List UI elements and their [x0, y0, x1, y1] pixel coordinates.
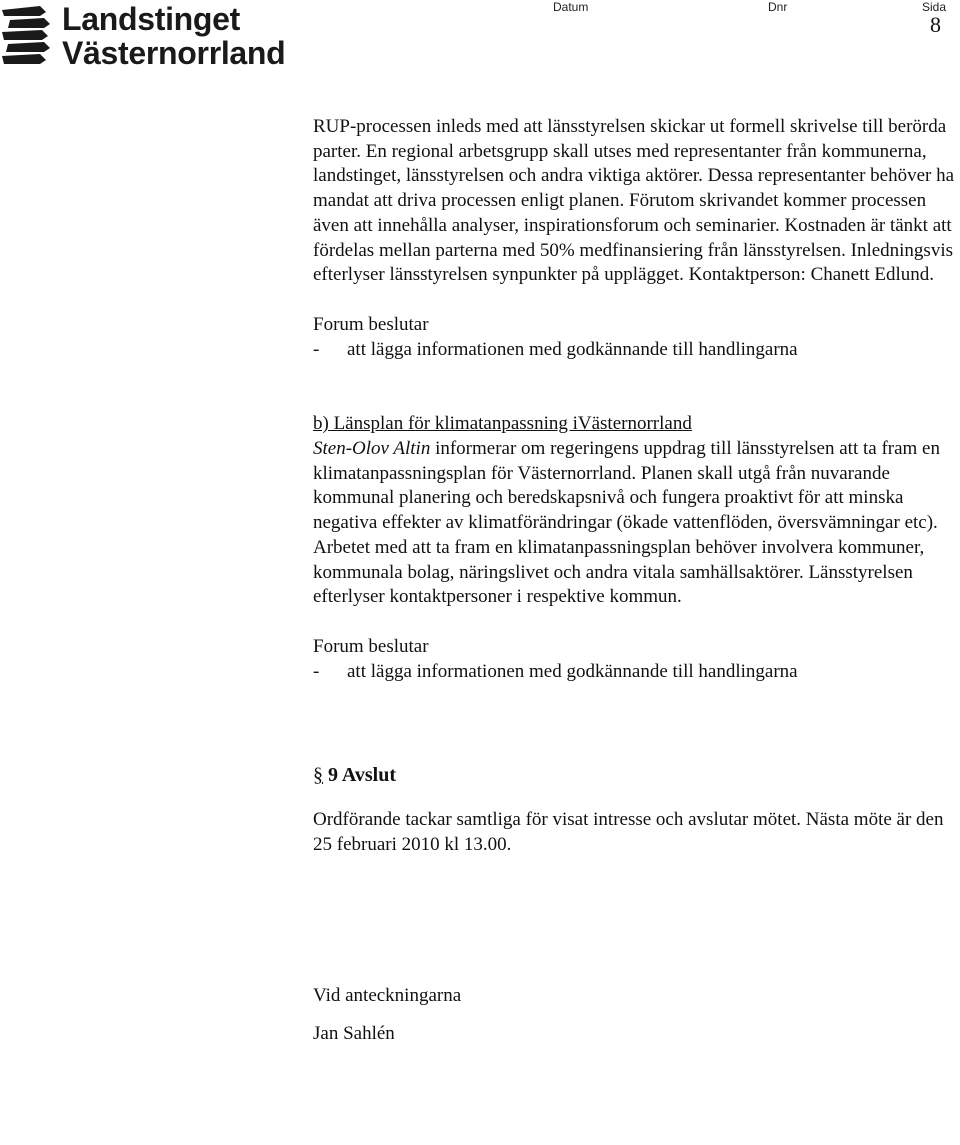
section-9-title: 9 Avslut — [328, 764, 396, 787]
signature-label: Vid anteckningarna — [313, 984, 462, 1006]
section-9-text: Ordförande tackar samtliga för visat intresse och avslutar mötet. Nästa möte är den 25 februari 2010 kl 13.00. — [313, 809, 944, 856]
intro-paragraph: RUP-processen inleds med att länsstyrelsen skickar ut formell skrivelse till berörda parter. En regional arbetsgrupp skall utses med representanter från kommunerna, landstinget, länsstyrelsen och andra viktiga aktörer. Dessa representanter behöver ha mandat att driva processen enligt planen. Förutom skrivandet kommer processen även att innehålla analyser, inspirationsforum och seminarier. Kostnaden är tänkt att fördelas mellan parterna med 50% medfinansiering från länsstyrelsen. Inledningsvis efterlyser länsstyrelsen synpunkter på upplägget. Kontaktperson: Chanett Edlund. — [313, 116, 955, 286]
item-b-title: b) Länsplan för klimatanpassning iVästernorrland — [313, 413, 692, 435]
section-sign: § — [313, 764, 323, 787]
decision-2-heading: Forum beslutar — [313, 635, 429, 657]
signature-name: Jan Sahlén — [313, 1023, 395, 1045]
logo — [0, 0, 300, 74]
logo-wordmark — [62, 2, 285, 70]
section-9-heading — [313, 762, 958, 788]
item-b-body: informerar om regeringens uppdrag till länsstyrelsen att ta fram en klimatanpassningsplan för Västernorrland. Planen skall utgå från nuvarande kommunal planering och beredskapsnivå och fungera proaktivt för att minska negativa effekter av klimatförändringar (ökade vattenflöden, översvämningar etc). Arbetet med att ta fram en klimatanpassningsplan behöver involvera kommuner, kommunala bolag, näringslivet och andra vitala samhällsaktörer. Länsstyrelsen efterlyser kontaktpersoner i respektive kommun. — [313, 438, 940, 608]
logo-line-1: Landstinget — [62, 1, 241, 37]
decision-1-dash: - — [313, 338, 320, 360]
header-date-label: Datum — [553, 0, 589, 14]
decision-1-text: att lägga informationen med godkännande till handlingarna — [347, 338, 798, 360]
header-page-label: Sida — [922, 0, 947, 14]
decision-1-heading: Forum beslutar — [313, 313, 429, 335]
item-b-paragraph — [313, 437, 958, 610]
decision-1-item — [313, 338, 958, 363]
item-b-presenter: Sten-Olov Altin — [313, 438, 431, 460]
document-body — [313, 115, 958, 1047]
decision-2-dash: - — [313, 660, 320, 682]
header-dnr-label: Dnr — [768, 0, 788, 14]
decision-2-text: att lägga informationen med godkännande till handlingarna — [347, 660, 798, 682]
logo-line-2: Västernorrland — [62, 35, 286, 71]
landsting-emblem-icon — [0, 4, 52, 70]
decision-2-item — [313, 660, 958, 685]
page-number: 8 — [930, 12, 941, 37]
